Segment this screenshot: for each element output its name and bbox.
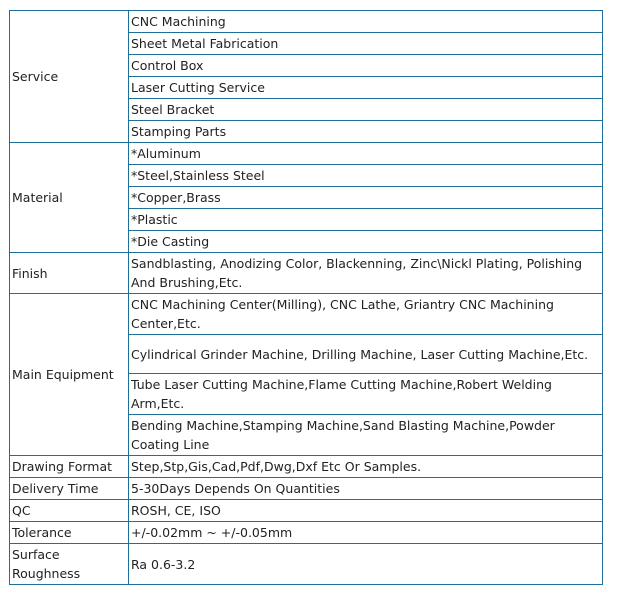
row-label-main-equipment: Main Equipment (10, 294, 129, 456)
table-row (10, 456, 603, 478)
table-cell: Steel Bracket (129, 99, 603, 121)
row-label-drawing-format: Drawing Format (10, 456, 129, 478)
table-cell: Sheet Metal Fabrication (129, 33, 603, 55)
table-cell: *Aluminum (129, 143, 603, 165)
row-label-material: Material (10, 143, 129, 253)
table-row (10, 500, 603, 522)
table-cell: Cylindrical Grinder Machine, Drilling Machine, Laser Cutting Machine,Etc. (129, 335, 603, 374)
table-cell: Sandblasting, Anodizing Color, Blackenning, Zinc\Nickl Plating, Polishing And Brushing,Etc. (129, 253, 603, 294)
table-row (10, 478, 603, 500)
table-cell: *Die Casting (129, 231, 603, 253)
table-row (10, 11, 603, 33)
table-cell: Stamping Parts (129, 121, 603, 143)
table-cell: Laser Cutting Service (129, 77, 603, 99)
table-cell: *Plastic (129, 209, 603, 231)
table-cell: CNC Machining (129, 11, 603, 33)
table-cell: *Copper,Brass (129, 187, 603, 209)
table-cell: *Steel,Stainless Steel (129, 165, 603, 187)
table-row (10, 143, 603, 165)
table-cell: ROSH, CE, ISO (129, 500, 603, 522)
row-label-service: Service (10, 11, 129, 143)
row-label-qc: QC (10, 500, 129, 522)
table-cell: Step,Stp,Gis,Cad,Pdf,Dwg,Dxf Etc Or Samples. (129, 456, 603, 478)
row-label-finish: Finish (10, 253, 129, 294)
table-cell: CNC Machining Center(Milling), CNC Lathe, Griantry CNC Machining Center,Etc. (129, 294, 603, 335)
row-label-surface-roughness: Surface Roughness (10, 544, 129, 585)
row-label-tolerance: Tolerance (10, 522, 129, 544)
row-label-delivery-time: Delivery Time (10, 478, 129, 500)
table-cell: +/-0.02mm ~ +/-0.05mm (129, 522, 603, 544)
table-cell: 5-30Days Depends On Quantities (129, 478, 603, 500)
table-cell: Bending Machine,Stamping Machine,Sand Blasting Machine,Powder Coating Line (129, 415, 603, 456)
table-cell: Ra 0.6-3.2 (129, 544, 603, 585)
table-row (10, 253, 603, 294)
table-cell: Tube Laser Cutting Machine,Flame Cutting Machine,Robert Welding Arm,Etc. (129, 374, 603, 415)
table-cell: Control Box (129, 55, 603, 77)
table-row (10, 544, 603, 585)
table-row (10, 522, 603, 544)
spec-table (9, 10, 603, 585)
table-row (10, 294, 603, 335)
